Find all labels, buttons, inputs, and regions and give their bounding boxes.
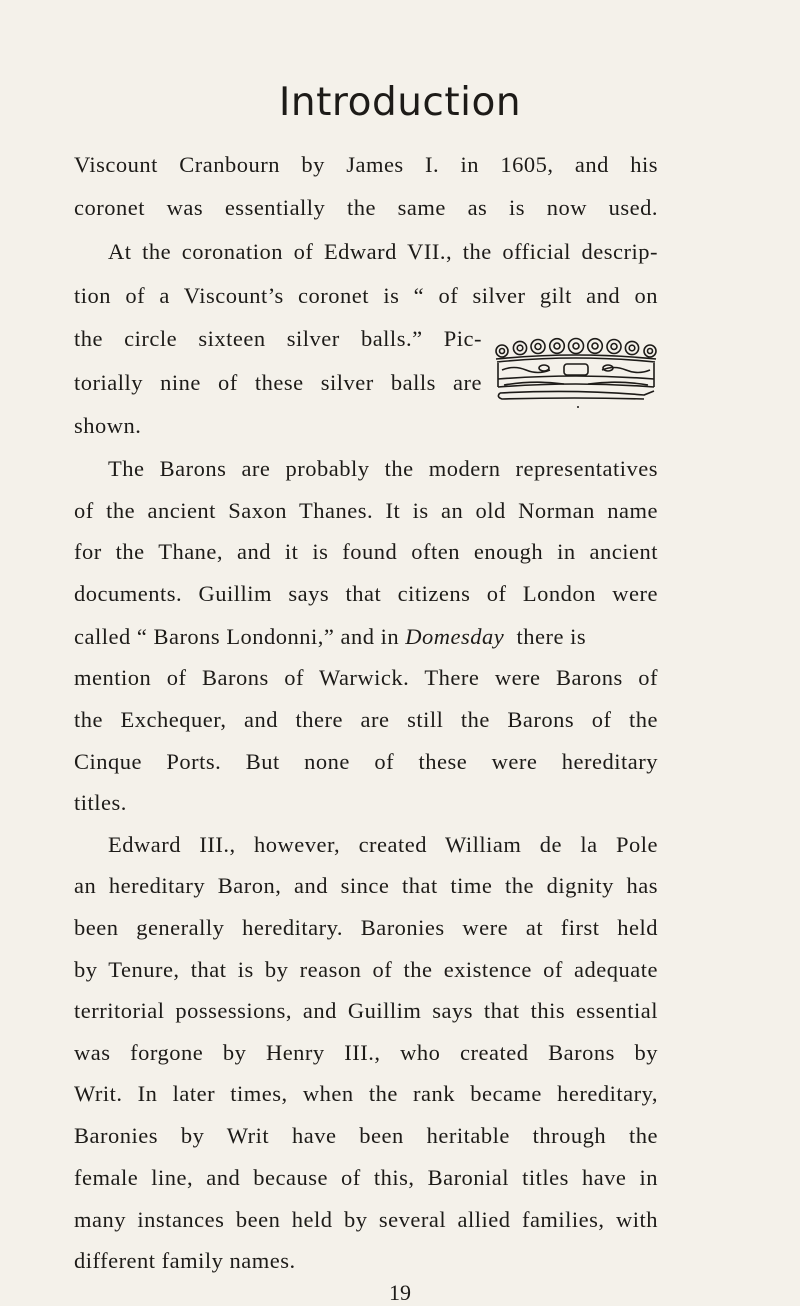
book-title-domesday: Domesday — [405, 623, 505, 649]
text-line: Writ. In later times, when the rank became hereditary, — [74, 1080, 658, 1106]
text-line: mention of Barons of Warwick. There were Barons of — [74, 664, 658, 690]
text-line: torially nine of these silver balls are — [74, 370, 482, 395]
silver-ball — [513, 341, 526, 354]
page-title: Introduction — [278, 80, 522, 125]
silver-ball — [550, 339, 565, 354]
silver-ball — [588, 339, 603, 354]
text-line: an hereditary Baron, and since that time the dignity has — [74, 872, 658, 898]
text-line: titles. — [74, 789, 127, 815]
viscount-coronet-illustration — [494, 337, 658, 409]
silver-ball — [644, 345, 656, 357]
text-line: tion of a Viscount’s coronet is “ of silver gilt and on — [74, 283, 658, 308]
text-line: the Exchequer, and there are still the Barons of the — [74, 706, 658, 732]
silver-ball — [625, 341, 638, 354]
text-line: documents. Guillim says that citizens of London were — [74, 581, 658, 607]
silver-ball — [569, 339, 584, 354]
page-number: 19 — [389, 1280, 411, 1306]
text-line: been generally hereditary. Baronies were at first held — [74, 914, 658, 940]
text-line: of the ancient Saxon Thanes. It is an old Norman name — [74, 498, 658, 524]
text-line: was forgone by Henry III., who created Barons by — [74, 1039, 658, 1065]
silver-ball — [607, 340, 621, 354]
text-line: Cinque Ports. But none of these were hereditary — [74, 748, 658, 774]
text-line: called “ Barons Londonni,” and in Domesday there is — [74, 623, 587, 649]
text-line: coronet was essentially the same as is now used. — [74, 195, 658, 220]
text-line: the circle sixteen silver balls.” Pic- — [74, 326, 482, 351]
text-line: many instances been held by several allied families, with — [74, 1206, 658, 1232]
text-line: The Barons are probably the modern representatives — [108, 456, 658, 482]
text-line: territorial possessions, and Guillim says that this essential — [74, 997, 658, 1023]
text-line: different family names. — [74, 1248, 296, 1274]
text-line: by Tenure, that is by reason of the existence of adequate — [74, 956, 658, 982]
text-line: Viscount Cranbourn by James I. in 1605, and his — [74, 152, 658, 177]
text-line: Edward III., however, created William de la Pole — [108, 831, 658, 857]
text-line: shown. — [74, 413, 142, 438]
text-line: Baronies by Writ have been heritable through the — [74, 1122, 658, 1148]
text-line: female line, and because of this, Baronial titles have in — [74, 1164, 658, 1190]
silver-ball — [496, 345, 508, 357]
silver-ball — [531, 340, 545, 354]
text-line: At the coronation of Edward VII., the official descrip- — [108, 239, 658, 264]
text-line: for the Thane, and it is found often enough in ancient — [74, 539, 658, 565]
